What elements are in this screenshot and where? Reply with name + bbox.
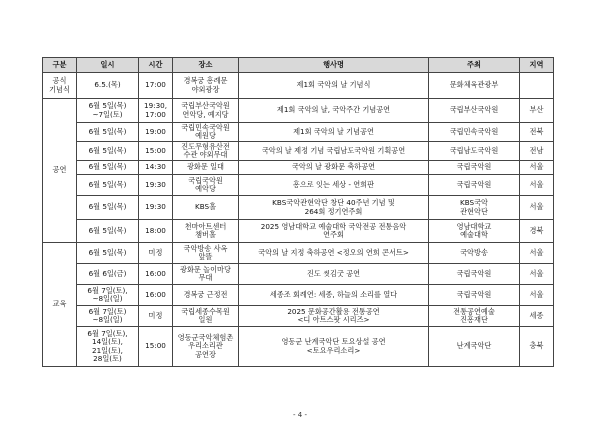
- table-row: [43, 327, 554, 367]
- event-name-cell: 진도 씻김굿 공연: [239, 264, 429, 285]
- event-name-cell: 제1회 국악의 날, 국악주간 기념공연: [239, 99, 429, 123]
- host-cell: 난계국악단: [429, 327, 520, 367]
- date-cell: 6월 5일(목): [77, 243, 139, 264]
- region-cell: 서울: [520, 243, 554, 264]
- time-cell: 19:30: [139, 196, 173, 220]
- table-header-row: [43, 58, 554, 73]
- date-cell: 6월 5일(목): [77, 142, 139, 161]
- date-cell: 6월 7일(토), ~8일(일): [77, 285, 139, 306]
- table-row: [43, 264, 554, 285]
- place-cell: 진도무형유산전 수관 야외무대: [173, 142, 239, 161]
- header-date: 일시: [77, 58, 139, 73]
- date-cell: 6월 5일(목) ~7일(토): [77, 99, 139, 123]
- table-row: [43, 196, 554, 220]
- host-cell: 국립국악원: [429, 285, 520, 306]
- table-row: [43, 285, 554, 306]
- time-cell: 16:00: [139, 264, 173, 285]
- date-cell: 6.5.(목): [77, 73, 139, 99]
- header-place: 장소: [173, 58, 239, 73]
- table-row: [43, 161, 554, 175]
- table-row: [43, 220, 554, 243]
- host-cell: 문화체육관광부: [429, 73, 520, 99]
- time-cell: 19:00: [139, 123, 173, 142]
- date-cell: 6월 5일(목): [77, 175, 139, 196]
- host-cell: 국립부산국악원: [429, 99, 520, 123]
- host-cell: 국립국악원: [429, 161, 520, 175]
- region-cell: 서울: [520, 161, 554, 175]
- host-cell: 국립국악원: [429, 175, 520, 196]
- time-cell: 17:00: [139, 73, 173, 99]
- region-cell: [520, 73, 554, 99]
- table-row: [43, 243, 554, 264]
- place-cell: 광화문 놀이마당 무대: [173, 264, 239, 285]
- host-cell: 국립국악원: [429, 264, 520, 285]
- place-cell: 국립부산국악원 연악당, 예지당: [173, 99, 239, 123]
- header-region: 지역: [520, 58, 554, 73]
- host-cell: 전통공연예술 진흥재단: [429, 306, 520, 327]
- region-cell: 전북: [520, 123, 554, 142]
- place-cell: 광화문 일대: [173, 161, 239, 175]
- time-cell: 19:30, 17:00: [139, 99, 173, 123]
- time-cell: 15:00: [139, 327, 173, 367]
- table-row: [43, 73, 554, 99]
- date-cell: 6월 5일(목): [77, 220, 139, 243]
- host-cell: KBS국악 관현악단: [429, 196, 520, 220]
- host-cell: 영남대학교 예술대학: [429, 220, 520, 243]
- time-cell: 미정: [139, 243, 173, 264]
- date-cell: 6월 5일(목): [77, 196, 139, 220]
- place-cell: 천마아트센터 챔버홀: [173, 220, 239, 243]
- time-cell: 16:00: [139, 285, 173, 306]
- region-cell: 부산: [520, 99, 554, 123]
- event-name-cell: 세종조 회례연: 세종, 하늘의 소리를 열다: [239, 285, 429, 306]
- date-cell: 6월 5일(목): [77, 161, 139, 175]
- category-cell: 공연: [43, 99, 77, 243]
- place-cell: KBS홀: [173, 196, 239, 220]
- place-cell: 경복궁 근정전: [173, 285, 239, 306]
- event-name-cell: KBS국악관현악단 창단 40주년 기념 및 264회 정기연주회: [239, 196, 429, 220]
- region-cell: 서울: [520, 264, 554, 285]
- region-cell: 경북: [520, 220, 554, 243]
- region-cell: 충북: [520, 327, 554, 367]
- event-name-cell: 흥으로 잇는 세상 - 연희판: [239, 175, 429, 196]
- table-row: [43, 306, 554, 327]
- header-category: 구분: [43, 58, 77, 73]
- header-host: 주최: [429, 58, 520, 73]
- event-name-cell: 국악의 날 광화문 축하공연: [239, 161, 429, 175]
- event-name-cell: 2025 문화공간활용 전통공연 <디 아트스팟 시리즈>: [239, 306, 429, 327]
- host-cell: 국립남도국악원: [429, 142, 520, 161]
- host-cell: 국악방송: [429, 243, 520, 264]
- event-name-cell: 국악의 날 지정 축하공연 <정오의 연희 콘서트>: [239, 243, 429, 264]
- place-cell: 국립국악원 예악당: [173, 175, 239, 196]
- time-cell: 미정: [139, 306, 173, 327]
- page-number: - 4 -: [293, 411, 307, 419]
- event-name-cell: 국악의 날 제정 기념 국립남도국악원 기획공연: [239, 142, 429, 161]
- place-cell: 국립세종수목원 일원: [173, 306, 239, 327]
- region-cell: 세종: [520, 306, 554, 327]
- header-time: 시간: [139, 58, 173, 73]
- region-cell: 서울: [520, 196, 554, 220]
- date-cell: 6월 6일(금): [77, 264, 139, 285]
- table-row: [43, 142, 554, 161]
- place-cell: 영동군국악체험촌 우리소리관 공연장: [173, 327, 239, 367]
- category-cell: 공식 기념식: [43, 73, 77, 99]
- table-row: [43, 123, 554, 142]
- time-cell: 15:00: [139, 142, 173, 161]
- event-schedule-table: [42, 57, 554, 367]
- region-cell: 서울: [520, 175, 554, 196]
- event-name-cell: 제1회 국악의 날 기념공연: [239, 123, 429, 142]
- host-cell: 국립민속국악원: [429, 123, 520, 142]
- place-cell: 국악방송 사옥 앞뜰: [173, 243, 239, 264]
- table-row: [43, 99, 554, 123]
- region-cell: 서울: [520, 285, 554, 306]
- date-cell: 6월 7일(토), 14일(토), 21일(토), 28일(토): [77, 327, 139, 367]
- region-cell: 전남: [520, 142, 554, 161]
- date-cell: 6월 7일(토) ~8일(일): [77, 306, 139, 327]
- date-cell: 6월 5일(목): [77, 123, 139, 142]
- time-cell: 19:30: [139, 175, 173, 196]
- event-name-cell: 영동군 난계국악단 토요상설 공연 <토요우리소리>: [239, 327, 429, 367]
- time-cell: 18:00: [139, 220, 173, 243]
- time-cell: 14:30: [139, 161, 173, 175]
- category-cell: 교육: [43, 243, 77, 367]
- place-cell: 경복궁 흥례문 야외광장: [173, 73, 239, 99]
- place-cell: 국립민속국악원 예원당: [173, 123, 239, 142]
- table-row: [43, 175, 554, 196]
- header-event: 행사명: [239, 58, 429, 73]
- event-name-cell: 2025 영남대학교 예술대학 국악전공 전통음악 연주회: [239, 220, 429, 243]
- event-name-cell: 제1회 국악의 날 기념식: [239, 73, 429, 99]
